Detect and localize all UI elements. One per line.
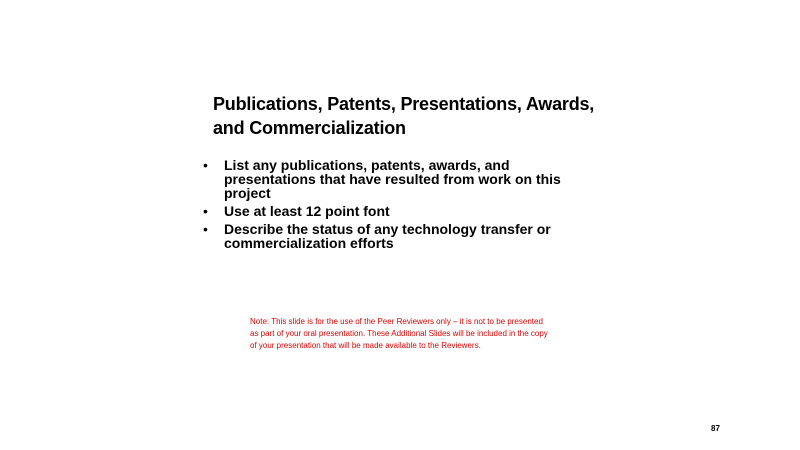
reviewer-note: Note: This slide is for the use of the Peer Reviewers only – it is not to be presented as part of your oral presentation. These Additional Slides will be included in the copy of your presentation that will be made available to the Reviewers. — [250, 317, 548, 350]
bullet-icon: • — [203, 157, 208, 173]
bullet-text: Describe the status of any technology transfer or commercialization efforts — [224, 221, 551, 251]
bullet-icon: • — [203, 203, 208, 219]
bullet-text: Use at least 12 point font — [224, 203, 390, 219]
bullet-item — [203, 204, 583, 218]
slide-title-line-1: Publications, Patents, Presentations, Awards, — [213, 94, 595, 114]
bullet-text: List any publications, patents, awards, and presentations that have resulted from work on this project — [224, 157, 561, 201]
bullet-item — [203, 222, 583, 250]
bullet-list — [203, 158, 583, 254]
slide-title — [213, 92, 633, 140]
page-number: 87 — [711, 424, 720, 433]
slide-title-line-2: and Commercialization — [213, 118, 406, 138]
bullet-icon: • — [203, 221, 208, 237]
bullet-item — [203, 158, 583, 200]
